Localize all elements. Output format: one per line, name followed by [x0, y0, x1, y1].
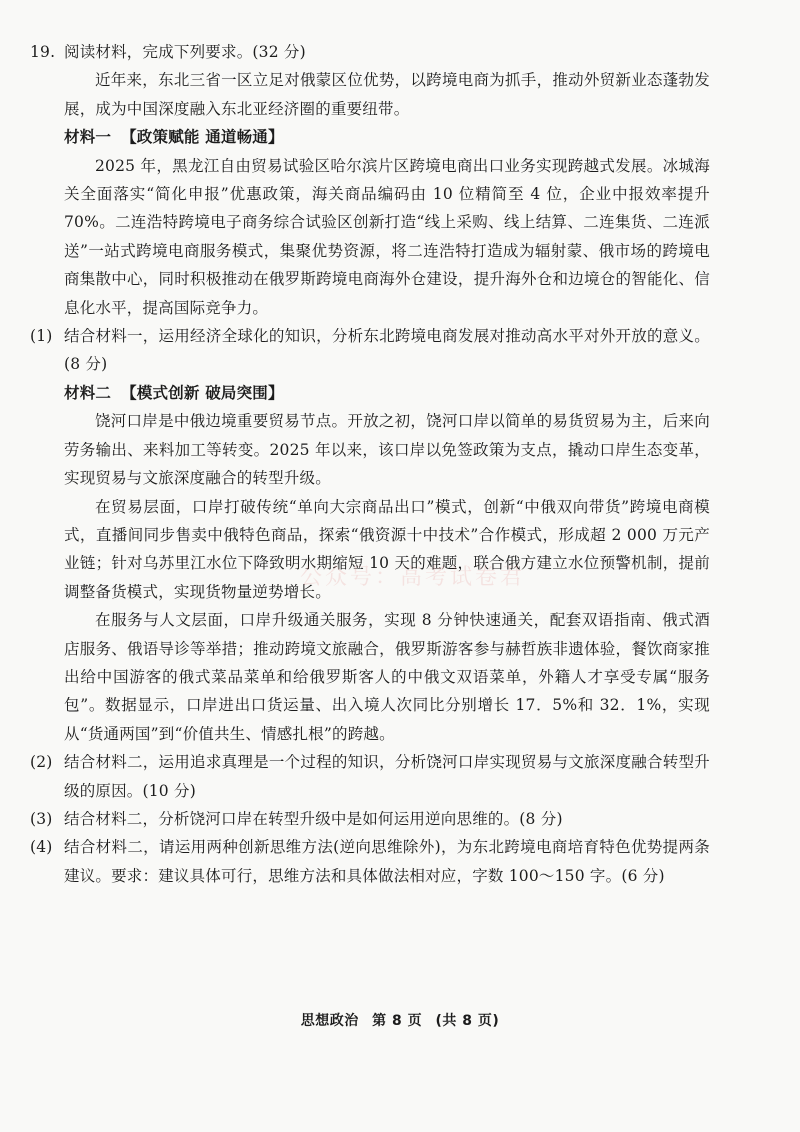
sub-question-2-number: (2): [30, 753, 53, 772]
sub-question-2-text: 结合材料二，运用追求真理是一个过程的知识，分析饶河口岸实现贸易与文旅深度融合转型升级的原因。(10 分): [64, 753, 710, 800]
material1-heading: [30, 123, 710, 151]
intro-paragraph: 近年来，东北三省一区立足对俄蒙区位优势，以跨境电商为抓手，推动外贸新业态蓬勃发展，成为中国深度融入东北亚经济圈的重要纽带。: [64, 71, 710, 118]
sub-question-1-text: 结合材料一，运用经济全球化的知识，分析东北跨境电商发展对推动高水平对外开放的意义。(8 分): [64, 327, 710, 374]
sub-question-4-number: (4): [30, 838, 53, 857]
footer-page-number: 第 8 页: [372, 1013, 423, 1029]
question-prompt: 阅读材料，完成下列要求。(32 分): [64, 43, 306, 61]
sub-question-1-number: (1): [30, 327, 53, 346]
question-number: 19.: [30, 43, 56, 61]
watermark-text: 公众号：高考试卷君: [300, 565, 526, 590]
material2-label: 材料二: [64, 382, 112, 402]
page-footer: [0, 1010, 800, 1030]
material2-paragraph-1: 饶河口岸是中俄边境重要贸易节点。开放之初，饶河口岸以简单的易货贸易为主，后来向劳务输出、来料加工等转变。2025 年以来，该口岸以免签政策为支点，撬动口岸生态变革，实现贸易与文旅深度融合的转型升级。: [64, 412, 710, 488]
sub-question-4: [30, 833, 710, 890]
sub-question-2: [30, 748, 710, 805]
material1-label: 材料一: [64, 127, 112, 147]
material1-paragraph: 2025 年，黑龙江自由贸易试验区哈尔滨片区跨境电商出口业务实现跨越式发展。冰城海关全面落实“简化申报”优惠政策，海关商品编码由 10 位精简至 4 位，企业中报效率提升 70%。二连浩特跨境电子商务综合试验区创新打造“线上采购、线上结算、二连集货、二连派送”一站式跨境电商服务模式，集聚优势资源，将二连浩特打造成为辐射蒙、俄市场的跨境电商集散中心，同时积极推动在俄罗斯跨境电商海外仓建设，提升海外仓和边境仓的智能化、信息化水平，提高国际竞争力。: [64, 156, 710, 317]
question-header: [30, 38, 710, 66]
material2-title: 【模式创新 破局突围】: [121, 382, 284, 402]
material2-paragraph-2: 在贸易层面，口岸打破传统“单向大宗商品出口”模式，创新“中俄双向带货”跨境电商模式，直播间同步售卖中俄特色商品，探索“俄资源十中技术”合作模式，形成超 2 000 万元产业链；针对乌苏里江水位下降致明水期缩短 10 天的难题，联合俄方建立水位预警机制，提前调整备货模式，实现货物量逆势增长。: [64, 497, 710, 601]
footer-total-pages: (共 8 页): [435, 1013, 500, 1029]
sub-question-3-text: 结合材料二，分析饶河口岸在转型升级中是如何运用逆向思维的。(8 分): [64, 809, 563, 828]
sub-question-1: [30, 322, 710, 379]
sub-question-3-number: (3): [30, 809, 53, 828]
material2-heading: [30, 379, 710, 407]
question-content: [30, 38, 710, 890]
material1-title: 【政策赋能 通道畅通】: [121, 127, 284, 147]
material2-paragraph-3: 在服务与人文层面，口岸升级通关服务，实现 8 分钟快速通关，配套双语指南、俄式酒店服务、俄语导诊等举措；推动跨境文旅融合，俄罗斯游客参与赫哲族非遗体验，餐饮商家推出给中国游客的俄式菜品菜单和给俄罗斯客人的中俄文双语菜单，外籍人才享受专属“服务包”。数据显示，口岸进出口货运量、出入境人次同比分别增长 17．5%和 32．1%，实现从“货通两国”到“价值共生、情感扎根”的跨越。: [64, 611, 710, 743]
sub-question-3: [30, 805, 710, 833]
sub-question-4-text: 结合材料二，请运用两种创新思维方法(逆向思维除外)，为东北跨境电商培育特色优势提两条建议。要求：建议具体可行，思维方法和具体做法相对应，字数 100～150 字。(6 分): [64, 838, 710, 885]
footer-subject: 思想政治: [300, 1013, 359, 1029]
